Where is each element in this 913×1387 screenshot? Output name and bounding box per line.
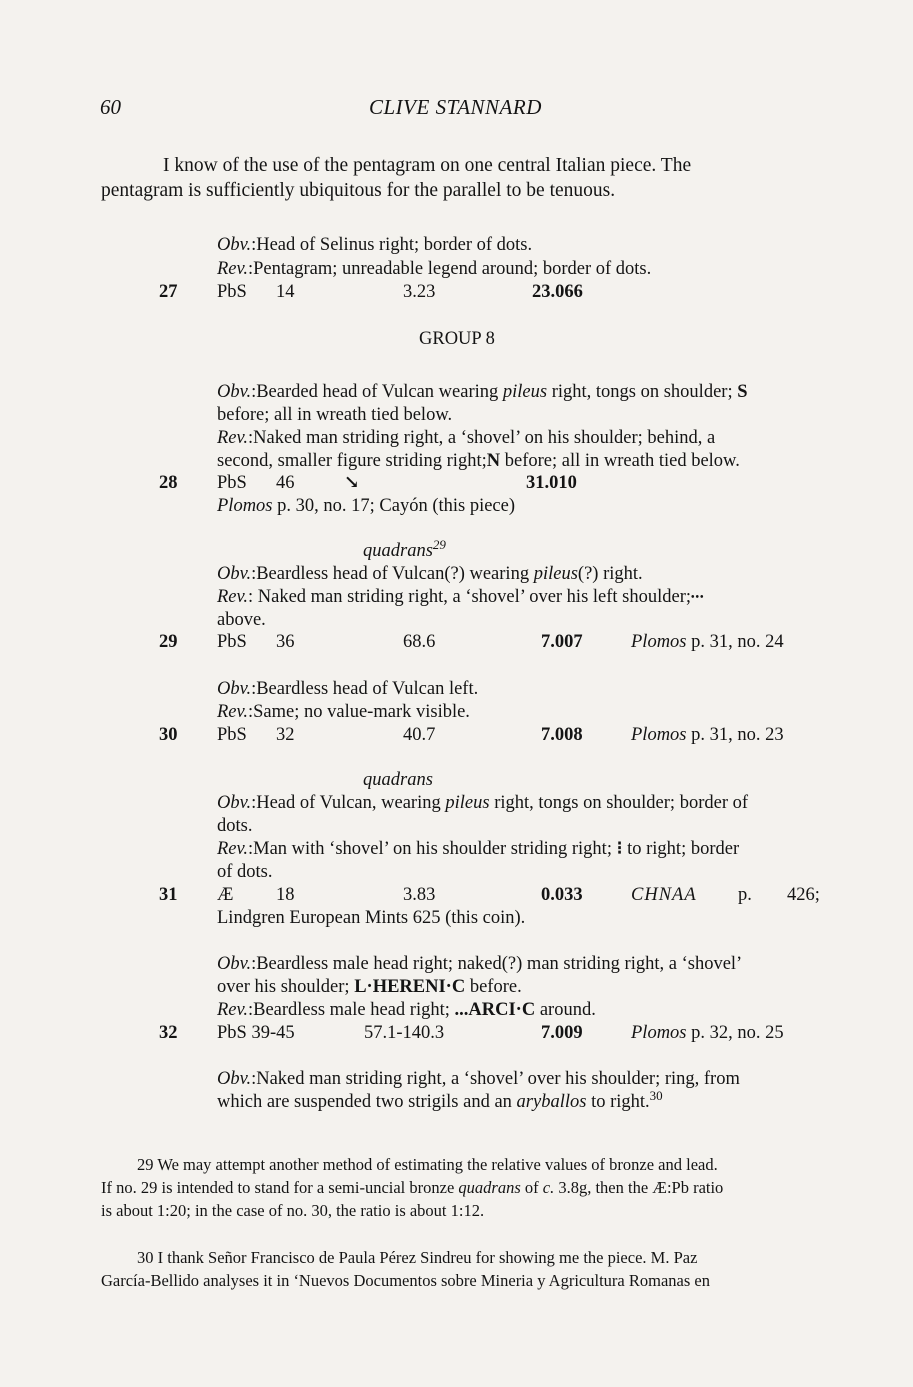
entry-28-ref: 31.010 xyxy=(526,473,577,493)
footnote-30-line-2: García-Bellido analyses it in ‘Nuevos Documentos sobre Mineria y Agricultura Romanas en xyxy=(101,1271,710,1290)
entry-31-literature-number: 426; xyxy=(787,885,820,905)
entry-28-metal: PbS xyxy=(217,473,247,493)
entry-28-size: 46 xyxy=(276,473,295,493)
entry-27-size: 14 xyxy=(276,282,295,302)
footnote-29-line-1: 29 We may attempt another method of estimating the relative values of bronze and lead. xyxy=(137,1155,718,1174)
entry-30-obverse: Obv.:Beardless head of Vulcan left. xyxy=(217,679,479,699)
entry-29-weight: 68.6 xyxy=(403,632,436,652)
entry-32-literature: Plomos p. 32, no. 25 xyxy=(631,1023,784,1043)
entry-30-ref: 7.008 xyxy=(541,725,583,745)
footnote-29-line-3: is about 1:20; in the case of no. 30, the ratio is about 1:12. xyxy=(101,1201,485,1220)
entry-32-reverse: Rev.:Beardless male head right; ...ARCI·C around. xyxy=(217,1000,596,1020)
entry-27-reverse: Rev.:Pentagram; unreadable legend around; border of dots. xyxy=(217,259,652,279)
footnote-29-line-2: If no. 29 is intended to stand for a semi-uncial bronze quadrans of c. 3.8g, then the Æ:Pb ratio xyxy=(101,1178,724,1197)
quadrans-heading-29: quadrans$^{29}$ xyxy=(363,537,446,561)
entry-28-number: 28 xyxy=(159,473,178,493)
page-number: 60 xyxy=(100,95,121,119)
running-title: CLIVE STANNARD xyxy=(369,95,542,119)
entry-27-number: 27 xyxy=(159,282,178,302)
quadrans-heading-31: quadrans xyxy=(363,770,433,790)
entry-31-number: 31 xyxy=(159,885,178,905)
value-mark-dots: ••• xyxy=(691,591,705,603)
entry-32-number: 32 xyxy=(159,1023,178,1043)
intro-line-1: I know of the use of the pentagram on one central Italian piece. The xyxy=(163,155,692,176)
entry-31-obverse-line-1: Obv.:Head of Vulcan, wearing pileus right, tongs on shoulder; border of xyxy=(217,793,749,813)
entry-27-obverse: Obv.:Head of Selinus right; border of dots. xyxy=(217,235,533,255)
entry-29-reverse-line-1: Rev.: Naked man striding right, a ‘shovel’ over his left shoulder;••• xyxy=(217,587,705,607)
entry-31-literature-title: CHNAA xyxy=(631,885,697,905)
entry-30-size: 32 xyxy=(276,725,295,745)
entry-31-obverse-line-2: dots. xyxy=(217,816,253,836)
entry-30-reverse: Rev.:Same; no value-mark visible. xyxy=(217,702,470,722)
entry-31-size: 18 xyxy=(276,885,295,905)
entry-32-obverse-line-1: Obv.:Beardless male head right; naked(?) man striding right, a ‘shovel’ xyxy=(217,954,743,974)
entry-29-obverse: Obv.:Beardless head of Vulcan(?) wearing pileus(?) right. xyxy=(217,564,643,584)
entry-29-size: 36 xyxy=(276,632,295,652)
entry-31-reverse-line-2: of dots. xyxy=(217,862,273,882)
entry-29-metal: PbS xyxy=(217,632,247,652)
entry-28-reverse-line-1: Rev.:Naked man striding right, a ‘shovel’ on his shoulder; behind, a xyxy=(217,428,716,448)
entry-28-value-mark: ↘ xyxy=(344,473,360,493)
entry-27-ref: 23.066 xyxy=(532,282,583,302)
entry-29-reverse-line-2: above. xyxy=(217,610,266,630)
entry-32-metal-size: PbS 39-45 xyxy=(217,1023,295,1043)
entry-28-obverse-line-1: Obv.:Bearded head of Vulcan wearing pileus right, tongs on shoulder; S xyxy=(217,382,748,402)
entry-27-metal: PbS xyxy=(217,282,247,302)
entry-29-ref: 7.007 xyxy=(541,632,583,652)
entry-28-literature: Plomos p. 30, no. 17; Cayón (this piece) xyxy=(217,496,516,516)
entry-31-literature-page: p. xyxy=(738,885,752,905)
entry-30-number: 30 xyxy=(159,725,178,745)
entry-27-weight: 3.23 xyxy=(403,282,436,302)
entry-32-weight: 57.1-140.3 xyxy=(364,1023,445,1043)
entry-28-obverse-line-2: before; all in wreath tied below. xyxy=(217,405,453,425)
footnote-ref-30[interactable]: 30 xyxy=(649,1088,663,1103)
entry-29-literature: Plomos p. 31, no. 24 xyxy=(631,632,784,652)
entry-30-weight: 40.7 xyxy=(403,725,436,745)
entry-33-obverse-line-2: which are suspended two strigils and an aryballos to right.$^{30}$ xyxy=(217,1088,663,1112)
entry-29-number: 29 xyxy=(159,632,178,652)
entry-31-metal: Æ xyxy=(217,885,234,905)
entry-31-weight: 3.83 xyxy=(403,885,436,905)
entry-31-literature-line-2: Lindgren European Mints 625 (this coin). xyxy=(217,908,526,928)
intro-line-2: pentagram is sufficiently ubiquitous for the parallel to be tenuous. xyxy=(101,180,616,201)
footnote-30-line-1: 30 I thank Señor Francisco de Paula Pérez Sindreu for showing me the piece. M. Paz xyxy=(137,1248,698,1267)
entry-30-literature: Plomos p. 31, no. 23 xyxy=(631,725,784,745)
entry-30-metal: PbS xyxy=(217,725,247,745)
entry-28-reverse-line-2: second, smaller figure striding right;N before; all in wreath tied below. xyxy=(217,451,740,471)
entry-32-obverse-line-2: over his shoulder; L·HERENI·C before. xyxy=(217,977,522,997)
value-mark-colon: ⁝ xyxy=(616,839,623,859)
entry-31-ref: 0.033 xyxy=(541,885,583,905)
footnote-ref-29[interactable]: 29 xyxy=(432,537,446,552)
entry-32-ref: 7.009 xyxy=(541,1023,583,1043)
group-heading: GROUP 8 xyxy=(419,329,495,349)
entry-31-reverse-line-1: Rev.:Man with ‘shovel’ on his shoulder striding right; ⁝ to right; border xyxy=(217,839,740,859)
entry-33-obverse-line-1: Obv.:Naked man striding right, a ‘shovel’ over his shoulder; ring, from xyxy=(217,1069,740,1089)
